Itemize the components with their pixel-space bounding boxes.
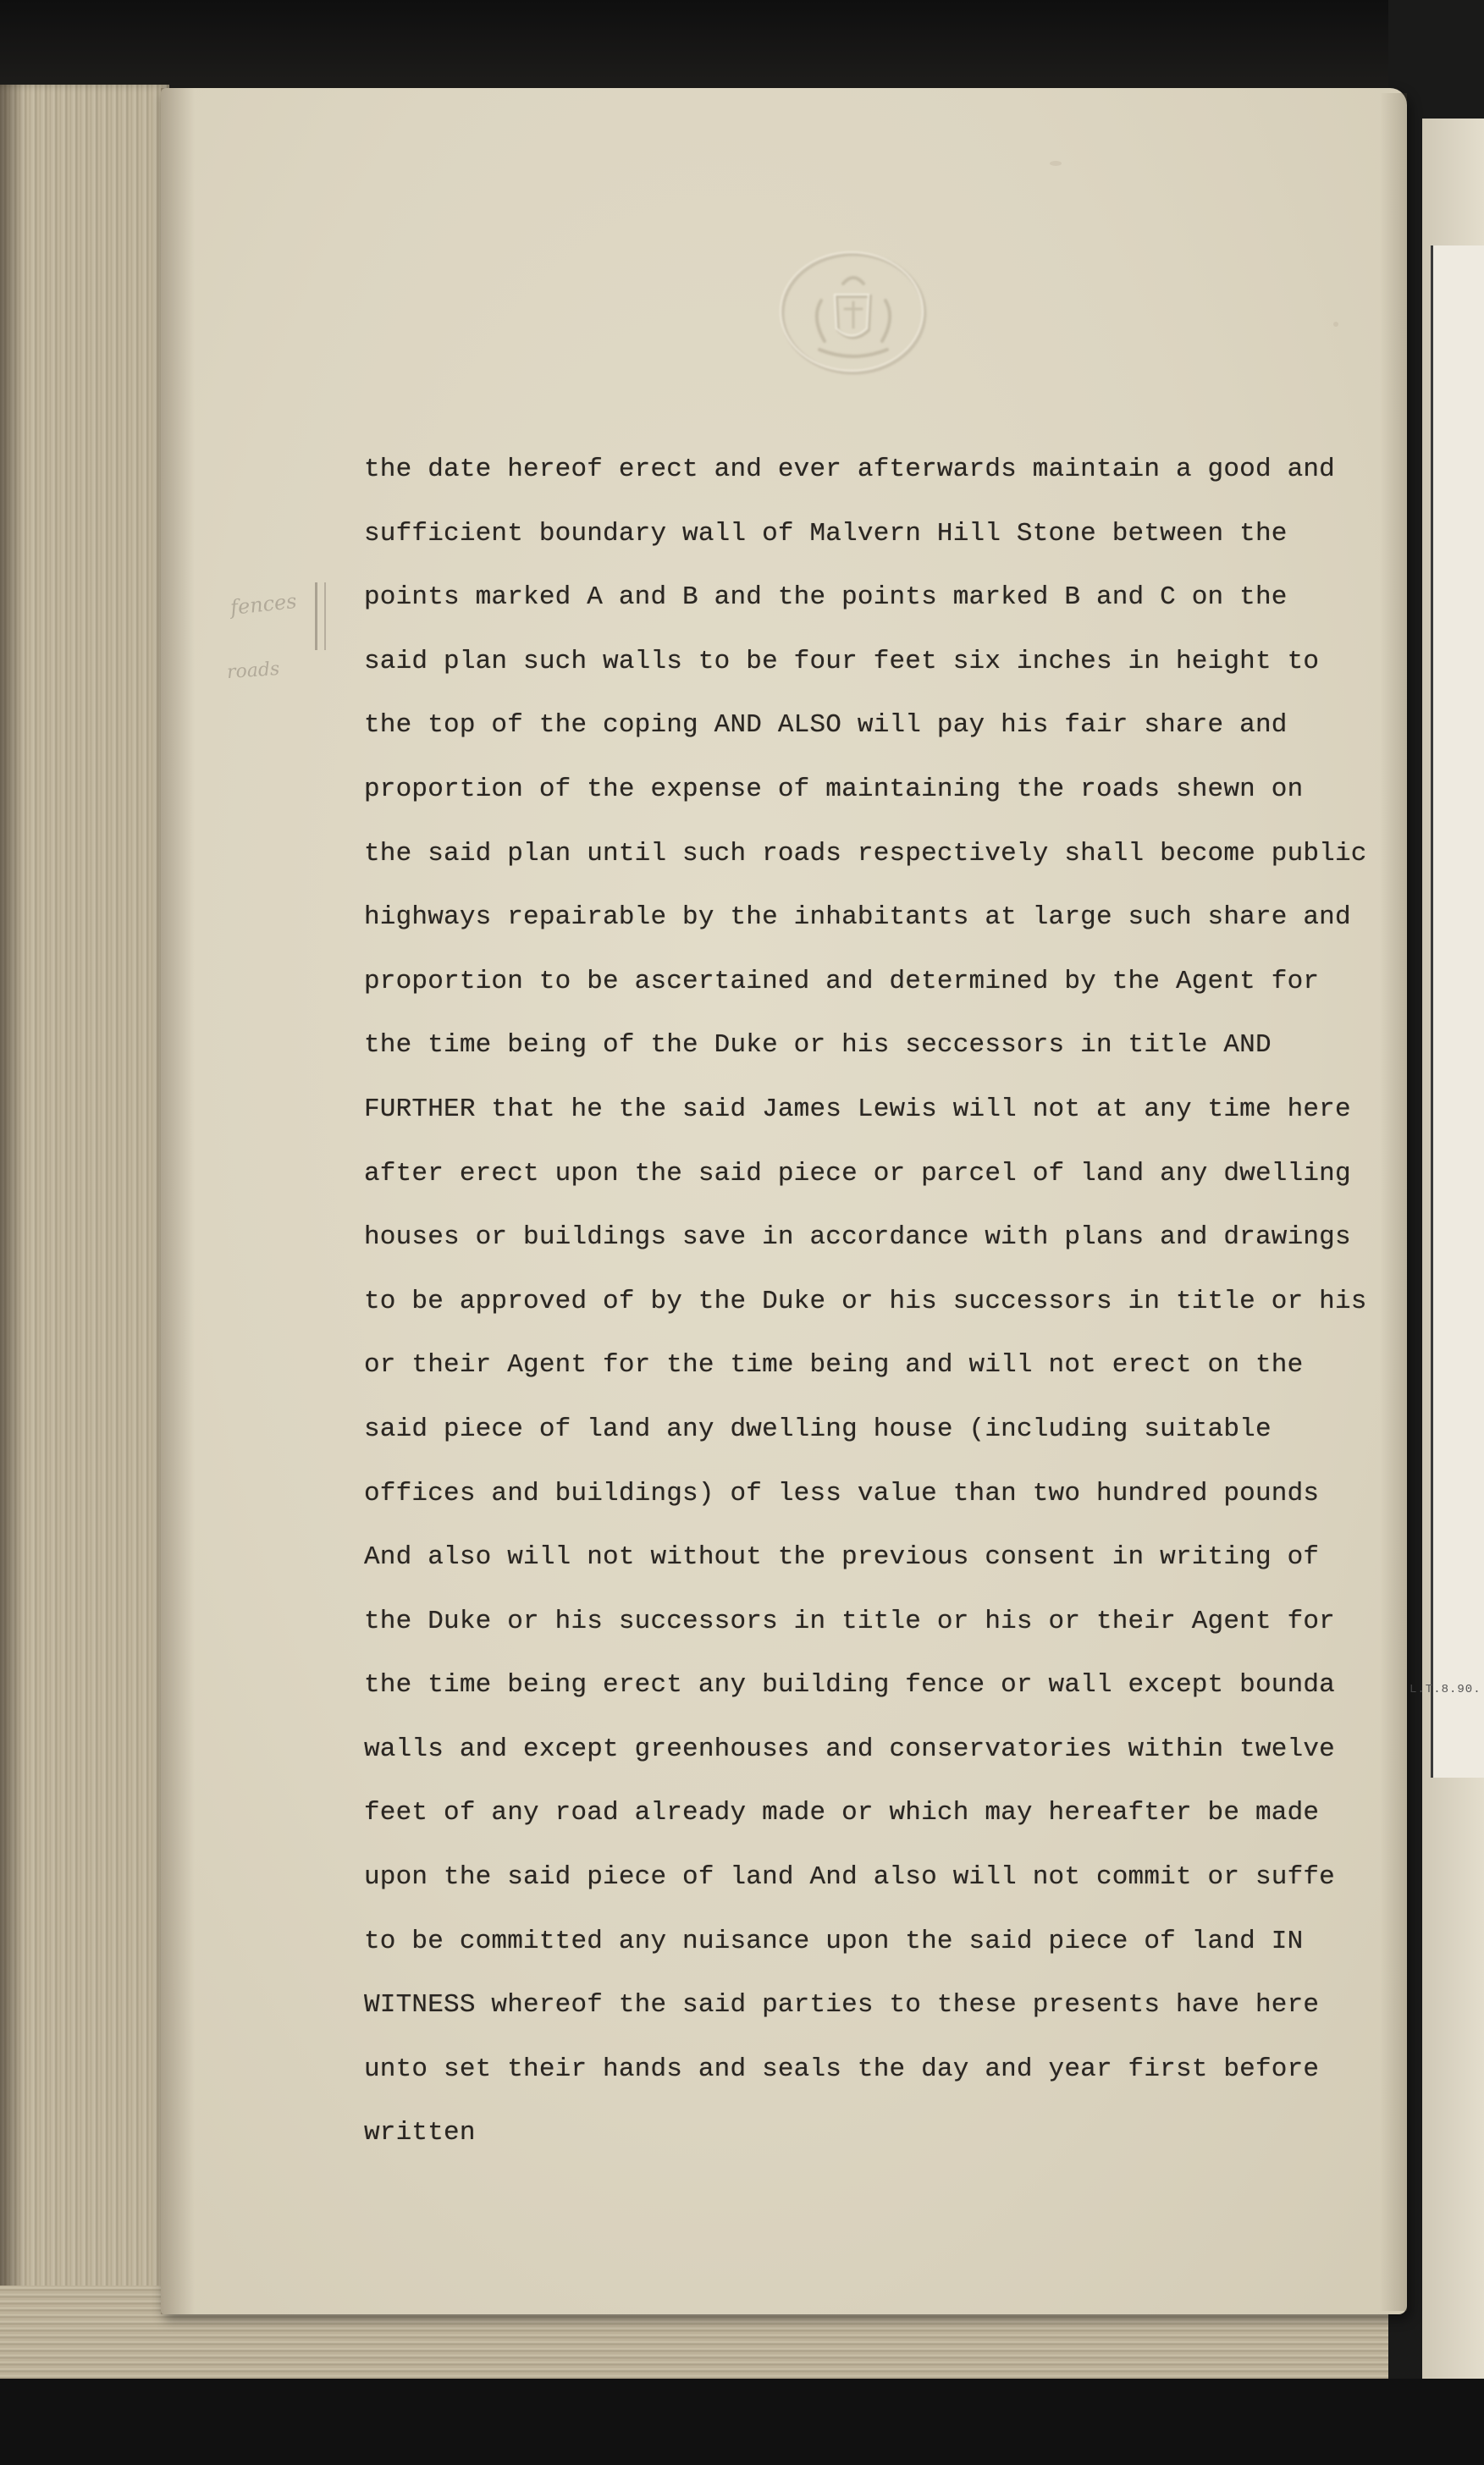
text-line: to be approved of by the Duke or his successors in title or his <box>364 1286 1367 1316</box>
text-line: the time being of the Duke or his seccessors in title AND <box>364 1030 1272 1061</box>
text-line: unto set their hands and seals the day and year first before <box>364 2054 1320 2084</box>
text-line: said piece of land any dwelling house (including suitable <box>364 1414 1272 1444</box>
text-line: the Duke or his successors in title or his or their Agent for <box>364 1606 1335 1636</box>
text-line: the date hereof erect and ever afterwards maintain a good and <box>364 455 1335 484</box>
page-gutter-shadow <box>161 88 195 2314</box>
text-line: written <box>364 2118 476 2148</box>
text-line: offices and buildings) of less value than two hundred pounds <box>364 1478 1320 1508</box>
text-line: upon the said piece of land And also will not commit or suffe <box>364 1862 1335 1893</box>
text-line: points marked A and B and the points marked B and C on the <box>364 582 1288 613</box>
text-line: highways repairable by the inhabitants at large such share and <box>364 902 1351 933</box>
text-line: the top of the coping AND ALSO will pay his fair share and <box>364 710 1288 741</box>
left-stack-shadow <box>0 85 25 2319</box>
text-line: houses or buildings save in accordance with plans and drawings <box>364 1222 1351 1253</box>
text-line: FURTHER that he the said James Lewis will not at any time here <box>364 1094 1351 1124</box>
text-line: the said plan until such roads respectively shall become public <box>364 838 1367 869</box>
text-line: proportion to be ascertained and determined by the Agent for <box>364 966 1320 996</box>
page-blemish <box>1050 161 1062 166</box>
text-line: And also will not without the previous consent in writing of <box>364 1542 1320 1573</box>
text-line: WITNESS whereof the said parties to these presents have here <box>364 1990 1320 2021</box>
page-blemish <box>1333 322 1338 327</box>
text-line: or their Agent for the time being and will not erect on the <box>364 1350 1304 1381</box>
text-line: after erect upon the said piece or parcel of land any dwelling <box>364 1158 1351 1188</box>
margin-note-roads: roads <box>226 658 281 684</box>
text-line: feet of any road already made or which may hereafter be made <box>364 1798 1320 1828</box>
embossed-crest-icon <box>777 250 930 377</box>
text-line: to be committed any nuisance upon the said piece of land IN <box>364 1926 1304 1956</box>
margin-note-fences: fences <box>229 588 298 620</box>
binding-bottom <box>0 2379 1484 2465</box>
text-line: walls and except greenhouses and conservatories within twelve <box>364 1734 1335 1764</box>
margin-bracket <box>315 582 326 650</box>
side-sheet-note: L.T.8.90. <box>1410 1683 1481 1696</box>
text-line: proportion of the expense of maintaining the roads shewn on <box>364 774 1304 804</box>
document-text <box>364 440 1401 2168</box>
text-line: the time being erect any building fence or wall except bounda <box>364 1670 1335 1701</box>
inserted-paper-strip <box>1431 245 1484 1778</box>
text-line: said plan such walls to be four feet six inches in height to <box>364 646 1320 676</box>
binding-top <box>0 0 1484 93</box>
left-page-stack <box>0 85 169 2319</box>
text-line: sufficient boundary wall of Malvern Hill Stone between the <box>364 518 1288 549</box>
